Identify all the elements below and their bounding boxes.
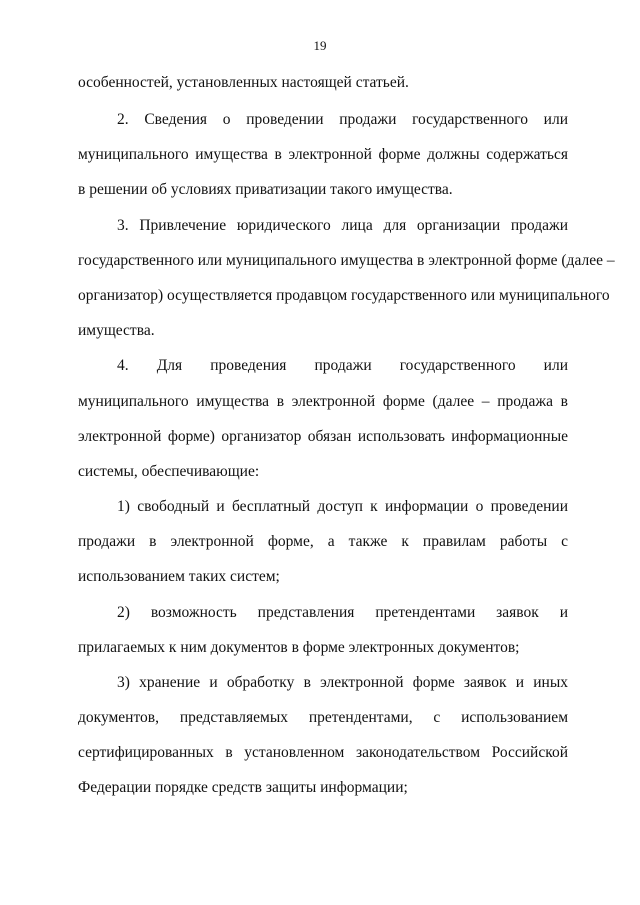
- text-line: документов, представляемых претендентами, с использованием: [78, 709, 568, 726]
- text-line: 3. Привлечение юридического лица для организации продажи: [117, 217, 568, 234]
- text-line: организатор) осуществляется продавцом государственного или муниципального: [78, 287, 610, 304]
- text-line: системы, обеспечивающие:: [78, 463, 260, 480]
- text-line: 4. Для проведения продажи государственного или: [117, 357, 568, 374]
- text-line: сертифицированных в установленном законодательством Российской: [78, 744, 568, 761]
- text-line: электронной форме) организатор обязан использовать информационные: [78, 428, 568, 445]
- text-line: имущества.: [78, 322, 155, 339]
- text-line: муниципального имущества в электронной форме (далее – продажа в: [78, 393, 568, 410]
- text-line: 1) свободный и бесплатный доступ к информации о проведении: [117, 498, 568, 515]
- page-number: 19: [313, 38, 327, 53]
- text-line: 2) возможность представления претендентами заявок и: [117, 604, 568, 621]
- text-line: государственного или муниципального имущества в электронной форме (далее –: [78, 252, 615, 269]
- text-line: муниципального имущества в электронной форме должны содержаться: [78, 146, 568, 163]
- text-line: в решении об условиях приватизации такого имущества.: [78, 181, 453, 198]
- text-line: 3) хранение и обработку в электронной форме заявок и иных: [117, 674, 568, 691]
- text-line: использованием таких систем;: [78, 568, 280, 585]
- text-line: Федерации порядке средств защиты информации;: [78, 779, 408, 796]
- text-line: продажи в электронной форме, а также к правилам работы с: [78, 533, 568, 550]
- text-line: 2. Сведения о проведении продажи государственного или: [117, 111, 568, 128]
- text-line: особенностей, установленных настоящей статьей.: [78, 74, 409, 91]
- text-line: прилагаемых к ним документов в форме электронных документов;: [78, 639, 520, 656]
